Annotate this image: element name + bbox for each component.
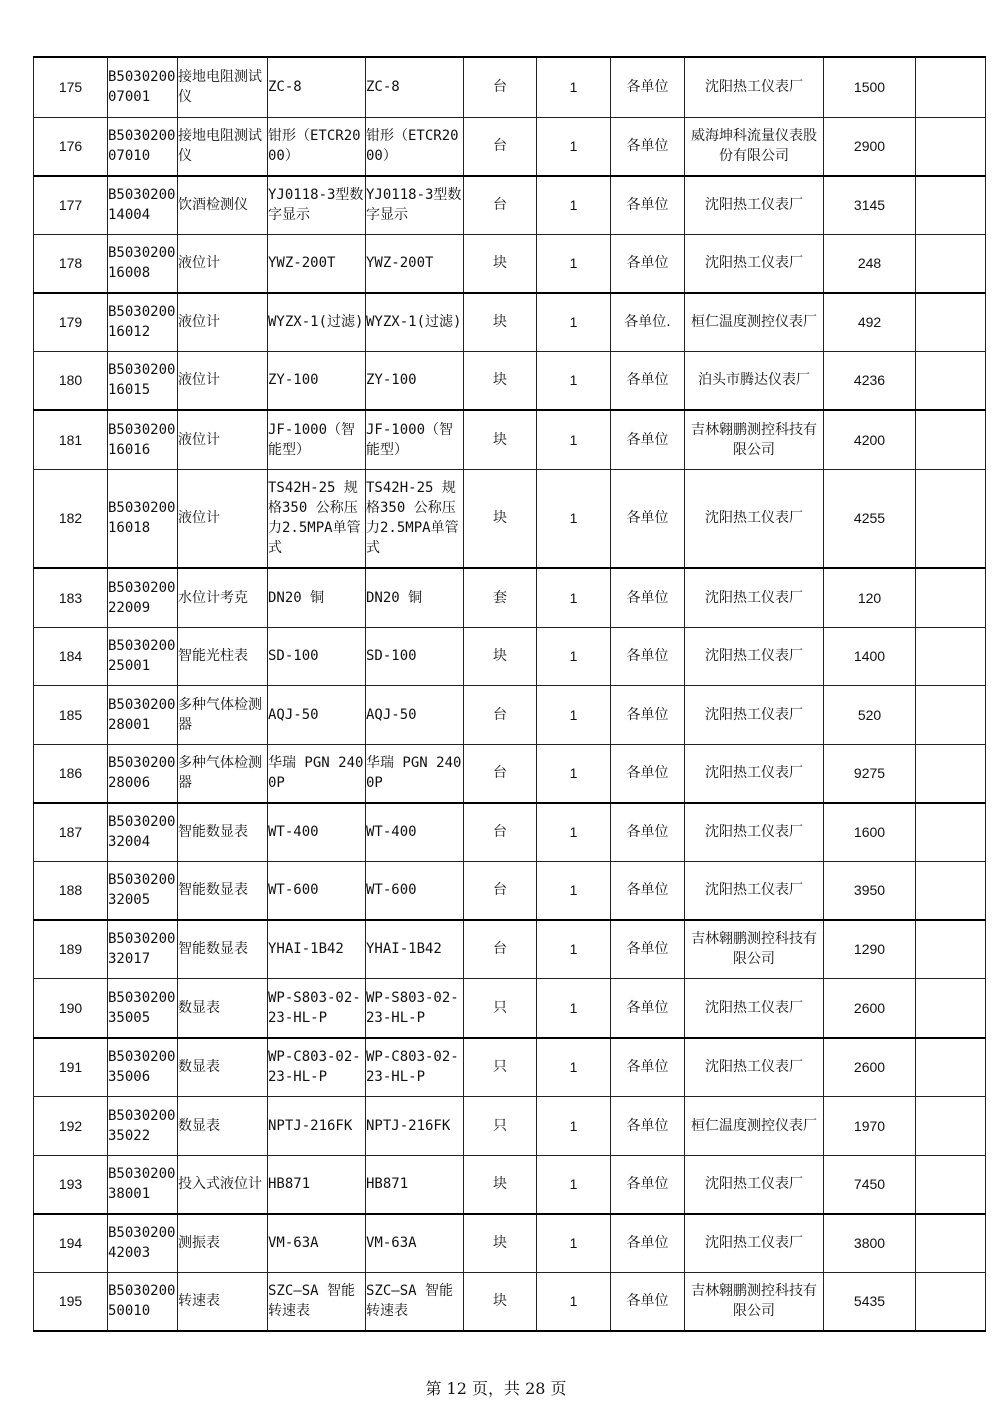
row-remark	[916, 1038, 986, 1096]
table-row	[34, 351, 986, 410]
row-scope: 各单位	[611, 861, 685, 920]
row-remark	[916, 293, 986, 351]
row-remark	[916, 1214, 986, 1272]
row-unit: 只	[464, 1096, 537, 1155]
row-unit: 只	[464, 1038, 537, 1096]
row-price: 2900	[824, 117, 916, 176]
row-name: 智能数显表	[178, 920, 268, 978]
table-row	[34, 176, 986, 234]
row-spec: JF-1000（智能型）	[366, 410, 464, 469]
row-maker: 泊头市腾达仪表厂	[685, 351, 824, 410]
row-model: DN20 铜	[268, 568, 366, 627]
row-price: 2600	[824, 1038, 916, 1096]
row-name: 液位计	[178, 351, 268, 410]
row-name: 数显表	[178, 978, 268, 1038]
row-model: WT-400	[268, 803, 366, 861]
row-maker: 沈阳热工仪表厂	[685, 176, 824, 234]
table-row	[34, 410, 986, 469]
row-seq: 188	[34, 861, 108, 920]
table-row	[34, 469, 986, 568]
row-maker: 吉林翱鹏测控科技有限公司	[685, 920, 824, 978]
row-code: B503020028006	[108, 744, 178, 803]
row-remark	[916, 803, 986, 861]
row-spec: DN20 铜	[366, 568, 464, 627]
row-name: 接地电阻测试仪	[178, 117, 268, 176]
row-scope: 各单位.	[611, 293, 685, 351]
row-code: B503020016018	[108, 469, 178, 568]
row-remark	[916, 117, 986, 176]
row-maker: 沈阳热工仪表厂	[685, 1038, 824, 1096]
row-scope: 各单位	[611, 1038, 685, 1096]
row-spec: 华瑞 PGN 2400P	[366, 744, 464, 803]
row-seq: 177	[34, 176, 108, 234]
row-maker: 桓仁温度测控仪表厂	[685, 1096, 824, 1155]
row-spec: AQJ-50	[366, 685, 464, 744]
row-seq: 181	[34, 410, 108, 469]
row-unit: 台	[464, 803, 537, 861]
row-remark	[916, 176, 986, 234]
row-name: 数显表	[178, 1096, 268, 1155]
row-remark	[916, 978, 986, 1038]
row-qty: 1	[537, 293, 611, 351]
row-name: 智能数显表	[178, 861, 268, 920]
row-unit: 块	[464, 1272, 537, 1331]
row-scope: 各单位	[611, 1214, 685, 1272]
row-qty: 1	[537, 117, 611, 176]
row-remark	[916, 685, 986, 744]
row-spec: ZY-100	[366, 351, 464, 410]
row-spec: YHAI-1B42	[366, 920, 464, 978]
row-scope: 各单位	[611, 469, 685, 568]
row-seq: 180	[34, 351, 108, 410]
row-qty: 1	[537, 744, 611, 803]
row-seq: 191	[34, 1038, 108, 1096]
row-scope: 各单位	[611, 234, 685, 293]
row-code: B503020032017	[108, 920, 178, 978]
row-qty: 1	[537, 568, 611, 627]
row-spec: ZC-8	[366, 57, 464, 117]
row-qty: 1	[537, 978, 611, 1038]
row-price: 2600	[824, 978, 916, 1038]
row-name: 液位计	[178, 410, 268, 469]
table-row	[34, 744, 986, 803]
row-maker: 沈阳热工仪表厂	[685, 568, 824, 627]
row-price: 520	[824, 685, 916, 744]
row-maker: 沈阳热工仪表厂	[685, 744, 824, 803]
table-row	[34, 1096, 986, 1155]
row-unit: 块	[464, 1214, 537, 1272]
row-scope: 各单位	[611, 410, 685, 469]
table-row	[34, 117, 986, 176]
row-scope: 各单位	[611, 351, 685, 410]
row-qty: 1	[537, 469, 611, 568]
row-spec: NPTJ-216FK	[366, 1096, 464, 1155]
row-remark	[916, 351, 986, 410]
row-scope: 各单位	[611, 1272, 685, 1331]
row-model: 华瑞 PGN 2400P	[268, 744, 366, 803]
row-qty: 1	[537, 1096, 611, 1155]
row-price: 1970	[824, 1096, 916, 1155]
row-model: WYZX-1(过滤)	[268, 293, 366, 351]
row-code: B503020038001	[108, 1155, 178, 1214]
row-seq: 187	[34, 803, 108, 861]
row-spec: 钳形（ETCR2000）	[366, 117, 464, 176]
row-scope: 各单位	[611, 1096, 685, 1155]
row-remark	[916, 234, 986, 293]
row-scope: 各单位	[611, 803, 685, 861]
row-name: 数显表	[178, 1038, 268, 1096]
row-model: VM-63A	[268, 1214, 366, 1272]
row-name: 智能光柱表	[178, 627, 268, 685]
table-row	[34, 293, 986, 351]
row-maker: 吉林翱鹏测控科技有限公司	[685, 1272, 824, 1331]
row-spec: WP-C803-02-23-HL-P	[366, 1038, 464, 1096]
row-model: YHAI-1B42	[268, 920, 366, 978]
row-name: 接地电阻测试仪	[178, 57, 268, 117]
row-unit: 台	[464, 57, 537, 117]
row-price: 1290	[824, 920, 916, 978]
row-code: B503020050010	[108, 1272, 178, 1331]
row-name: 液位计	[178, 469, 268, 568]
row-unit: 台	[464, 176, 537, 234]
row-code: B503020035022	[108, 1096, 178, 1155]
table-row	[34, 978, 986, 1038]
table-row	[34, 1214, 986, 1272]
row-name: 转速表	[178, 1272, 268, 1331]
row-remark	[916, 1096, 986, 1155]
row-spec: SD-100	[366, 627, 464, 685]
row-unit: 套	[464, 568, 537, 627]
table-row	[34, 1038, 986, 1096]
row-price: 248	[824, 234, 916, 293]
row-code: B503020042003	[108, 1214, 178, 1272]
row-spec: VM-63A	[366, 1214, 464, 1272]
row-code: B503020016015	[108, 351, 178, 410]
row-spec: TS42H-25 规格350 公称压力2.5MPA单管式	[366, 469, 464, 568]
row-unit: 块	[464, 469, 537, 568]
row-spec: WP-S803-02-23-HL-P	[366, 978, 464, 1038]
row-remark	[916, 568, 986, 627]
table-row	[34, 568, 986, 627]
row-scope: 各单位	[611, 568, 685, 627]
row-remark	[916, 744, 986, 803]
row-remark	[916, 410, 986, 469]
row-qty: 1	[537, 1272, 611, 1331]
row-code: B503020007001	[108, 57, 178, 117]
row-scope: 各单位	[611, 1155, 685, 1214]
row-spec: WT-600	[366, 861, 464, 920]
row-model: 钳形（ETCR2000）	[268, 117, 366, 176]
row-code: B503020035005	[108, 978, 178, 1038]
row-model: WT-600	[268, 861, 366, 920]
row-qty: 1	[537, 351, 611, 410]
row-unit: 块	[464, 293, 537, 351]
price-table	[33, 56, 986, 1332]
row-seq: 183	[34, 568, 108, 627]
row-price: 5435	[824, 1272, 916, 1331]
row-name: 投入式液位计	[178, 1155, 268, 1214]
row-qty: 1	[537, 57, 611, 117]
row-price: 120	[824, 568, 916, 627]
row-name: 水位计考克	[178, 568, 268, 627]
row-model: ZC-8	[268, 57, 366, 117]
row-spec: HB871	[366, 1155, 464, 1214]
row-unit: 块	[464, 1155, 537, 1214]
row-model: WP-C803-02-23-HL-P	[268, 1038, 366, 1096]
row-name: 智能数显表	[178, 803, 268, 861]
row-qty: 1	[537, 627, 611, 685]
table-row	[34, 861, 986, 920]
table-row	[34, 1272, 986, 1331]
row-unit: 台	[464, 744, 537, 803]
row-price: 4255	[824, 469, 916, 568]
row-remark	[916, 627, 986, 685]
row-unit: 台	[464, 920, 537, 978]
row-price: 3145	[824, 176, 916, 234]
row-seq: 194	[34, 1214, 108, 1272]
row-scope: 各单位	[611, 57, 685, 117]
row-unit: 块	[464, 351, 537, 410]
row-model: JF-1000（智能型）	[268, 410, 366, 469]
row-unit: 块	[464, 410, 537, 469]
row-maker: 威海坤科流量仪表股份有限公司	[685, 117, 824, 176]
row-remark	[916, 57, 986, 117]
row-price: 1500	[824, 57, 916, 117]
row-seq: 175	[34, 57, 108, 117]
row-model: TS42H-25 规格350 公称压力2.5MPA单管式	[268, 469, 366, 568]
row-maker: 沈阳热工仪表厂	[685, 978, 824, 1038]
row-name: 饮酒检测仪	[178, 176, 268, 234]
row-qty: 1	[537, 234, 611, 293]
row-unit: 台	[464, 861, 537, 920]
row-remark	[916, 469, 986, 568]
row-scope: 各单位	[611, 920, 685, 978]
row-seq: 186	[34, 744, 108, 803]
row-qty: 1	[537, 861, 611, 920]
row-code: B503020032004	[108, 803, 178, 861]
row-code: B503020022009	[108, 568, 178, 627]
row-scope: 各单位	[611, 627, 685, 685]
row-model: NPTJ-216FK	[268, 1096, 366, 1155]
row-seq: 190	[34, 978, 108, 1038]
row-code: B503020016016	[108, 410, 178, 469]
row-scope: 各单位	[611, 117, 685, 176]
row-scope: 各单位	[611, 978, 685, 1038]
row-qty: 1	[537, 803, 611, 861]
row-maker: 沈阳热工仪表厂	[685, 627, 824, 685]
row-maker: 沈阳热工仪表厂	[685, 1155, 824, 1214]
row-qty: 1	[537, 920, 611, 978]
row-scope: 各单位	[611, 176, 685, 234]
row-scope: 各单位	[611, 744, 685, 803]
row-price: 4236	[824, 351, 916, 410]
row-maker: 沈阳热工仪表厂	[685, 803, 824, 861]
row-qty: 1	[537, 1155, 611, 1214]
row-remark	[916, 861, 986, 920]
row-seq: 176	[34, 117, 108, 176]
row-code: B503020028001	[108, 685, 178, 744]
row-code: B503020007010	[108, 117, 178, 176]
row-seq: 178	[34, 234, 108, 293]
row-maker: 吉林翱鹏测控科技有限公司	[685, 410, 824, 469]
row-model: SZC—SA 智能转速表	[268, 1272, 366, 1331]
row-unit: 块	[464, 627, 537, 685]
row-unit: 台	[464, 685, 537, 744]
row-code: B503020016008	[108, 234, 178, 293]
row-qty: 1	[537, 1214, 611, 1272]
row-model: ZY-100	[268, 351, 366, 410]
row-price: 4200	[824, 410, 916, 469]
row-spec: SZC—SA 智能转速表	[366, 1272, 464, 1331]
row-maker: 桓仁温度测控仪表厂	[685, 293, 824, 351]
row-name: 多种气体检测器	[178, 744, 268, 803]
row-unit: 台	[464, 117, 537, 176]
row-qty: 1	[537, 1038, 611, 1096]
table-row	[34, 685, 986, 744]
row-price: 3950	[824, 861, 916, 920]
row-spec: WT-400	[366, 803, 464, 861]
row-maker: 沈阳热工仪表厂	[685, 57, 824, 117]
row-model: SD-100	[268, 627, 366, 685]
table-row	[34, 1155, 986, 1214]
row-name: 液位计	[178, 234, 268, 293]
row-unit: 只	[464, 978, 537, 1038]
row-seq: 185	[34, 685, 108, 744]
row-seq: 195	[34, 1272, 108, 1331]
table-row	[34, 920, 986, 978]
row-price: 492	[824, 293, 916, 351]
row-model: YJ0118-3型数字显示	[268, 176, 366, 234]
row-maker: 沈阳热工仪表厂	[685, 469, 824, 568]
row-seq: 192	[34, 1096, 108, 1155]
row-code: B503020032005	[108, 861, 178, 920]
row-model: AQJ-50	[268, 685, 366, 744]
table-row	[34, 803, 986, 861]
row-qty: 1	[537, 685, 611, 744]
row-spec: YWZ-200T	[366, 234, 464, 293]
page-footer: 第 12 页，共 28 页	[425, 1379, 567, 1398]
row-seq: 184	[34, 627, 108, 685]
row-maker: 沈阳热工仪表厂	[685, 861, 824, 920]
row-qty: 1	[537, 176, 611, 234]
row-price: 9275	[824, 744, 916, 803]
row-unit: 块	[464, 234, 537, 293]
row-model: WP-S803-02-23-HL-P	[268, 978, 366, 1038]
row-remark	[916, 1272, 986, 1331]
row-remark	[916, 920, 986, 978]
row-name: 测振表	[178, 1214, 268, 1272]
row-seq: 193	[34, 1155, 108, 1214]
table-row	[34, 627, 986, 685]
table-row	[34, 234, 986, 293]
row-remark	[916, 1155, 986, 1214]
row-code: B503020014004	[108, 176, 178, 234]
row-seq: 179	[34, 293, 108, 351]
row-qty: 1	[537, 410, 611, 469]
row-maker: 沈阳热工仪表厂	[685, 685, 824, 744]
row-maker: 沈阳热工仪表厂	[685, 1214, 824, 1272]
row-name: 多种气体检测器	[178, 685, 268, 744]
row-code: B503020035006	[108, 1038, 178, 1096]
row-code: B503020025001	[108, 627, 178, 685]
row-price: 7450	[824, 1155, 916, 1214]
row-spec: WYZX-1(过滤)	[366, 293, 464, 351]
row-model: YWZ-200T	[268, 234, 366, 293]
row-scope: 各单位	[611, 685, 685, 744]
table-row	[34, 57, 986, 117]
row-code: B503020016012	[108, 293, 178, 351]
row-seq: 182	[34, 469, 108, 568]
row-spec: YJ0118-3型数字显示	[366, 176, 464, 234]
row-seq: 189	[34, 920, 108, 978]
row-price: 1600	[824, 803, 916, 861]
row-price: 3800	[824, 1214, 916, 1272]
row-model: HB871	[268, 1155, 366, 1214]
row-name: 液位计	[178, 293, 268, 351]
row-price: 1400	[824, 627, 916, 685]
row-maker: 沈阳热工仪表厂	[685, 234, 824, 293]
